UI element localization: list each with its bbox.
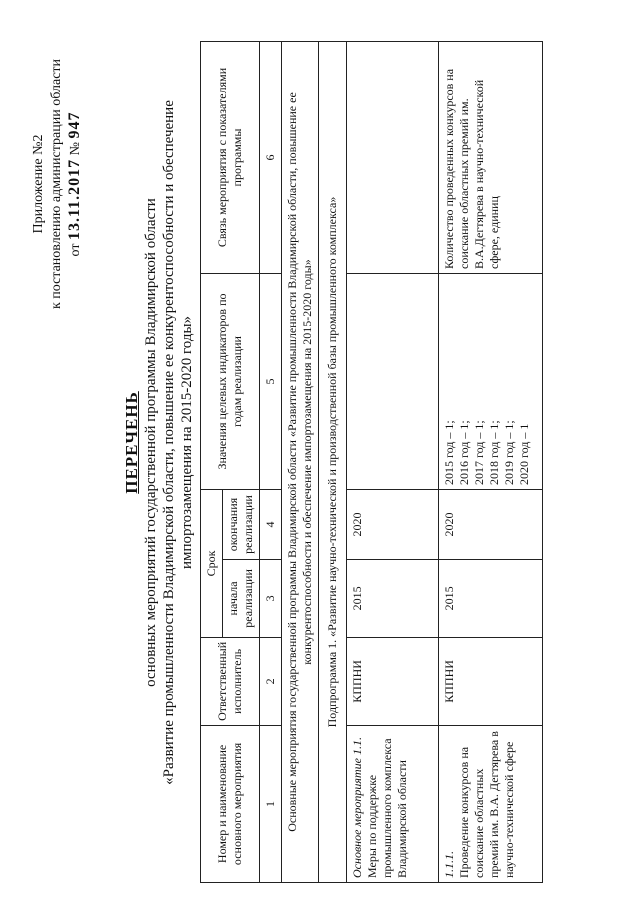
header-executor: Ответственный исполнитель (201, 637, 260, 725)
measure-cell (347, 725, 439, 882)
header-indicators: Значения целевых индикаторов по годам реализации (201, 273, 260, 489)
measure-name: Проведение конкурсов на соискание областных премий им. В.А. Дегтярева в научно-технической сфере (457, 731, 516, 878)
column-number: 1 (260, 725, 282, 882)
heading-line-3: импортозамещения на 2015-2020 годы» (179, 315, 195, 570)
header-start: начала реализации (223, 559, 260, 637)
end-cell: 2020 (439, 490, 543, 560)
end-cell: 2020 (347, 490, 439, 560)
column-number: 3 (260, 559, 282, 637)
column-number: 4 (260, 490, 282, 560)
table-row (347, 42, 439, 883)
subprogram-title: Подпрограмма 1. «Развитие научно-технической и производственной базы промышленного комплекса» (319, 42, 347, 883)
heading-title: ПЕРЕЧЕНЬ (122, 391, 141, 494)
indicator-value: 2019 год – 1; (502, 420, 516, 486)
column-number: 5 (260, 273, 282, 489)
header-measure: Номер и наименование основного мероприятия (201, 725, 260, 882)
indicators-cell (347, 273, 439, 489)
heading-line-1: основных мероприятий государственной программы Владимирской области (143, 198, 159, 687)
column-number-row (260, 42, 282, 883)
heading-line-2: «Развитие промышленности Владимирской области, повышение ее конкурентоспособности и обеспечение (161, 100, 177, 785)
document-heading (122, 40, 196, 845)
measure-number: Основное мероприятие 1.1. (350, 737, 364, 878)
header-term: Срок (201, 490, 223, 638)
executor-cell: КППНИ (347, 637, 439, 725)
column-number: 6 (260, 42, 282, 274)
link-cell: Количество проведенных конкурсов на соискание областных премий им. В.А.Дегтярева в научно-технической сфере, единиц (439, 42, 543, 274)
table-row (439, 42, 543, 883)
appendix-title: Приложение №2 (31, 134, 46, 234)
number-label: № (68, 142, 83, 156)
measure-name: Меры по поддержке промышленного комплекса Владимирской области (365, 738, 409, 878)
decree-number: 947 (66, 111, 83, 139)
header-link: Связь мероприятия с показателями программы (201, 42, 260, 274)
indicator-value: 2015 год – 1; (442, 420, 456, 486)
indicator-value: 2020 год – 1 (517, 423, 531, 486)
subprogram-row (319, 42, 347, 883)
program-title: Основные мероприятия государственной программы Владимирской области «Развитие промышленности Владимирской области, повышение ее конкурентоспособности и обеспечение импортозамещения на 2015-2020 годы» (282, 42, 319, 883)
appendix-date-line (66, 34, 85, 334)
header-end: окончания реализации (223, 490, 260, 560)
measure-number: 1.1.1. (442, 851, 456, 878)
indicator-value: 2016 год – 1; (457, 420, 471, 486)
indicator-value: 2017 год – 1; (472, 420, 486, 486)
indicators-cell (439, 273, 543, 489)
executor-cell: КППНИ (439, 637, 543, 725)
appendix-line: к постановлению администрации области (49, 58, 64, 310)
indicator-value: 2018 год – 1; (487, 420, 501, 486)
measures-table (200, 41, 543, 883)
start-cell: 2015 (347, 559, 439, 637)
start-cell: 2015 (439, 559, 543, 637)
link-cell (347, 42, 439, 274)
appendix-block (30, 34, 85, 334)
table-header-row (201, 42, 223, 883)
from-label: от (68, 243, 83, 257)
column-number: 2 (260, 637, 282, 725)
program-row (282, 42, 319, 883)
measure-cell (439, 725, 543, 882)
decree-date: 13.11.2017 (66, 158, 83, 241)
